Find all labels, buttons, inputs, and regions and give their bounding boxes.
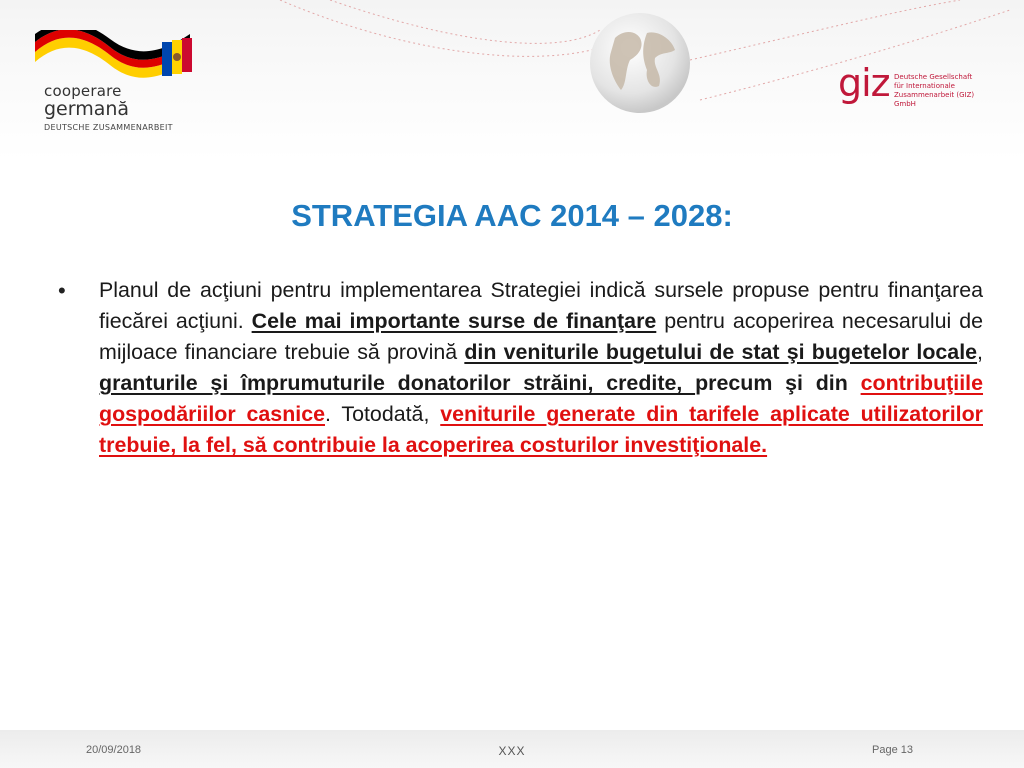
bullet-marker: • xyxy=(58,278,66,303)
cooperare-germana-logo xyxy=(30,30,220,130)
slide-title: STRATEGIA AAC 2014 – 2028: xyxy=(291,198,733,233)
giz-mark: giz xyxy=(838,61,890,105)
logo-text-deutsche: DEUTSCHE ZUSAMMENARBEIT xyxy=(44,123,173,132)
giz-line-1: Deutsche Gesellschaft xyxy=(894,73,973,81)
text-run-bold-underlined: granturile şi împrumuturile donatorilor străini, credite, xyxy=(99,371,696,395)
footer-date: 20/09/2018 xyxy=(86,744,142,756)
flag-ribbon-icon xyxy=(30,30,200,85)
text-run-red-emphasis: contribuţiile gospodăriilor casnice xyxy=(99,371,984,426)
text-run: , xyxy=(977,340,983,364)
text-run-red-emphasis: veniturile generate din tarifele aplicate utilizatorilor trebuie, la fel, să contribuie la acoperirea costurilor investiţionale. xyxy=(99,402,983,457)
text-run: pentru acoperirea necesarului de mijloace financiare trebuie să provină xyxy=(99,309,983,364)
text-run: Planul de acţiuni pentru implementarea Strategiei indică sursele propuse pentru finanţarea fiecărei acţiuni. xyxy=(99,278,983,333)
giz-full-name xyxy=(894,73,998,109)
bullet-paragraph xyxy=(99,275,983,461)
text-run-bold-underlined: Cele mai importante surse de finanţare xyxy=(251,309,657,333)
globe-icon xyxy=(585,8,695,118)
giz-line-3: Zusammenarbeit (GIZ) GmbH xyxy=(894,91,975,108)
giz-line-2: für Internationale xyxy=(894,82,955,90)
footer-page-number: Page 13 xyxy=(872,744,913,756)
text-run: . Totodată, xyxy=(325,402,441,426)
text-run-bold: precum şi din xyxy=(695,371,861,395)
giz-logo xyxy=(838,61,998,110)
logo-text-cooperare: cooperare xyxy=(44,82,122,100)
logo-text-germana: germană xyxy=(44,98,130,120)
footer-center-text: XXX xyxy=(498,744,526,758)
text-run-bold-underlined: din veniturile bugetului de stat şi bugetelor locale xyxy=(464,340,978,364)
